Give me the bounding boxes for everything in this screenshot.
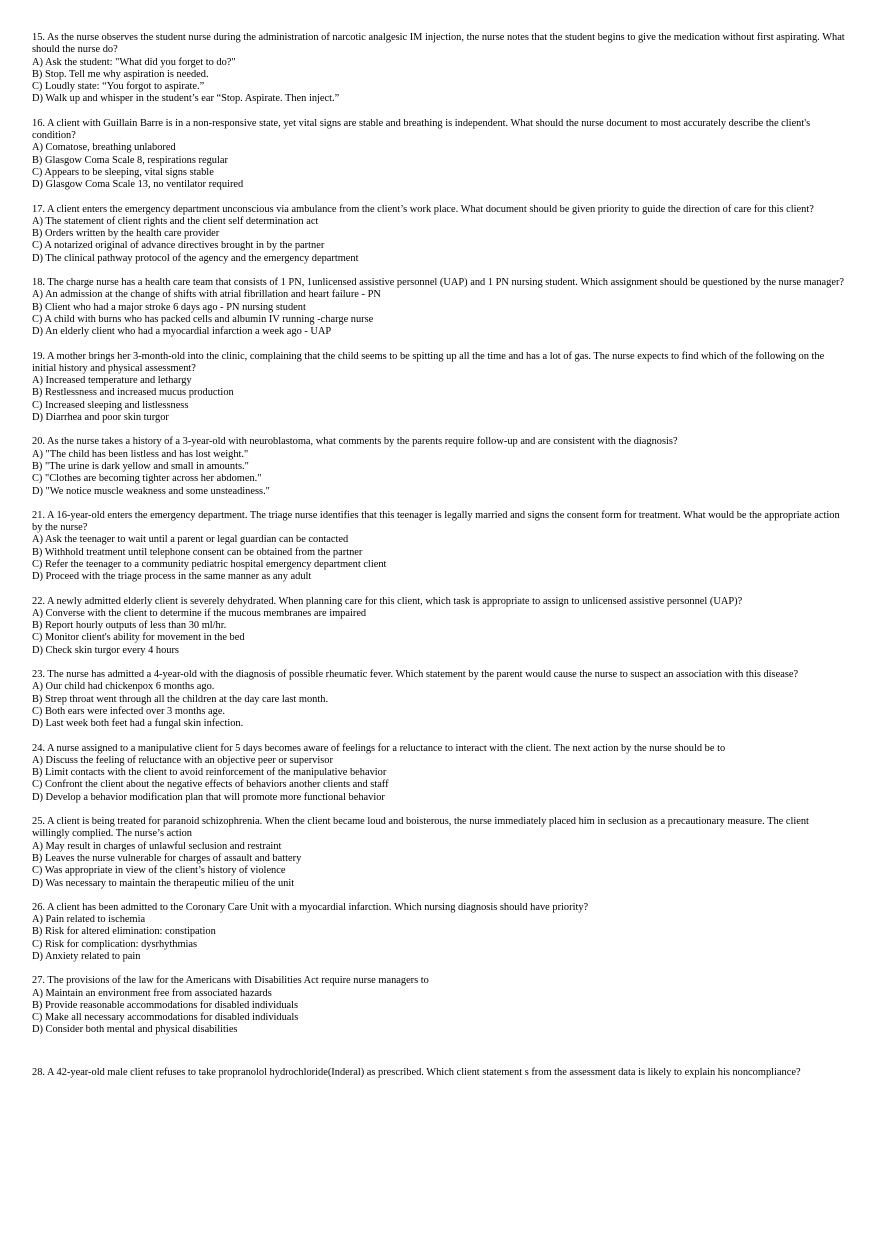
answer-option: B) Orders written by the health care provider <box>32 228 220 240</box>
question-19 <box>32 351 848 425</box>
answer-option: D) Check skin turgor every 4 hours <box>32 644 179 656</box>
answer-option: C) A child with burns who has packed cells and albumin IV running -charge nurse <box>32 313 374 325</box>
question-23 <box>32 669 848 730</box>
answer-option: B) Risk for altered elimination: constipation <box>32 926 216 938</box>
question-stem: 16. A client with Guillain Barre is in a non-responsive state, yet vital signs are stable and breathing is independent. What should the nurse document to most accurately describe the client's condition? <box>32 117 811 142</box>
answer-option: A) Increased temperature and lethargy <box>32 375 192 387</box>
answer-option: C) Make all necessary accommodations for disabled individuals <box>32 1012 299 1024</box>
answer-option: C) Was appropriate in view of the client’s history of violence <box>32 865 286 877</box>
answer-option: B) Withhold treatment until telephone consent can be obtained from the partner <box>32 546 363 558</box>
question-stem: 25. A client is being treated for paranoid schizophrenia. When the client became loud and boisterous, the nurse immediately placed him in seclusion as a precautionary measure. The client willingly complied. The nurse’s action <box>32 816 809 840</box>
answer-option: A) Pain related to ischemia <box>32 914 146 926</box>
question-stem: 21. A 16-year-old enters the emergency department. The triage nurse identifies that this teenager is legally married and signs the consent form for treatment. What would be the appropriate action by the nurse? <box>32 509 840 534</box>
answer-option: C) Monitor client's ability for movement in the bed <box>32 632 245 644</box>
question-16 <box>32 118 848 192</box>
answer-option: D) Consider both mental and physical disabilities <box>32 1024 238 1036</box>
question-stem: 27. The provisions of the law for the Americans with Disabilities Act require nurse managers to <box>32 975 429 987</box>
answer-option: D) Anxiety related to pain <box>32 951 141 962</box>
answer-option: D) Glasgow Coma Scale 13, no ventilator required <box>32 179 244 191</box>
question-20 <box>32 436 848 497</box>
question-stem: 22. A newly admitted elderly client is severely dehydrated. When planning care for this client, which task is appropriate to assign to unlicensed assistive personnel (UAP)? <box>32 595 743 607</box>
document-page <box>32 32 848 1091</box>
answer-option: C) A notarized original of advance directives brought in by the partner <box>32 240 325 252</box>
question-25 <box>32 816 848 890</box>
answer-option: A) Ask the teenager to wait until a parent or legal guardian can be contacted <box>32 534 349 546</box>
question-22 <box>32 596 848 657</box>
answer-option: D) Walk up and whisper in the student’s ear “Stop. Aspirate. Then inject.” <box>32 93 340 105</box>
answer-option: A) Converse with the client to determine if the mucous membranes are impaired <box>32 607 367 619</box>
answer-option: C) Increased sleeping and listlessness <box>32 399 189 411</box>
question-stem: 20. As the nurse takes a history of a 3-year-old with neuroblastoma, what comments by the parents require follow-up and are consistent with the diagnosis? <box>32 436 678 448</box>
answer-option: A) An admission at the change of shifts with atrial fibrillation and heart failure - PN <box>32 289 381 301</box>
question-stem: 23. The nurse has admitted a 4-year-old with the diagnosis of possible rheumatic fever. Which statement by the parent would cause the nurse to suspect an association with this disease? <box>32 669 799 681</box>
answer-option: C) Both ears were infected over 3 months age. <box>32 705 226 717</box>
question-21 <box>32 510 848 584</box>
answer-option: D) Proceed with the triage process in the same manner as any adult <box>32 571 312 583</box>
question-stem: 19. A mother brings her 3-month-old into the clinic, complaining that the child seems to be spitting up all the time and has a lot of gas. The nurse expects to find which of the following on the initial history and physical assessment? <box>32 350 825 374</box>
answer-option: D) The clinical pathway protocol of the agency and the emergency department <box>32 252 359 264</box>
answer-option: C) Loudly state: “You forgot to aspirate.” <box>32 81 205 93</box>
question-24 <box>32 743 848 804</box>
question-26 <box>32 902 848 963</box>
answer-option: A) The statement of client rights and the client self determination act <box>32 215 319 227</box>
answer-option: B) Stop. Tell me why aspiration is needed. <box>32 68 209 80</box>
question-15 <box>32 32 848 106</box>
answer-option: C) Risk for complication: dysrhythmias <box>32 938 198 950</box>
answer-option: A) Maintain an environment free from associated hazards <box>32 987 272 999</box>
question-stem: 28. A 42-year-old male client refuses to take propranolol hydrochloride(Inderal) as prescribed. Which client statement s from the assessment data is likely to explain his noncompliance? <box>32 1066 801 1078</box>
answer-option: D) "We notice muscle weakness and some unsteadiness." <box>32 485 270 497</box>
question-17 <box>32 204 848 265</box>
answer-option: C) Confront the client about the negative effects of behaviors another clients and staff <box>32 779 389 791</box>
answer-option: B) Strep throat went through all the children at the day care last month. <box>32 693 329 705</box>
answer-option: B) "The urine is dark yellow and small in amounts." <box>32 460 249 472</box>
question-stem: 26. A client has been admitted to the Coronary Care Unit with a myocardial infarction. Which nursing diagnosis should have priority? <box>32 901 589 913</box>
question-28 <box>32 1067 848 1079</box>
answer-option: D) Was necessary to maintain the therapeutic milieu of the unit <box>32 877 295 889</box>
answer-option: C) Appears to be sleeping, vital signs stable <box>32 166 214 178</box>
answer-option: A) Our child had chickenpox 6 months ago. <box>32 681 215 693</box>
answer-option: B) Limit contacts with the client to avoid reinforcement of the manipulative behavior <box>32 767 387 779</box>
answer-option: D) Diarrhea and poor skin turgor <box>32 412 169 424</box>
question-stem: 24. A nurse assigned to a manipulative client for 5 days becomes aware of feelings for a reluctance to interact with the client. The next action by the nurse should be to <box>32 742 726 754</box>
answer-option: D) Develop a behavior modification plan that will promote more functional behavior <box>32 791 385 803</box>
answer-option: A) "The child has been listless and has lost weight." <box>32 448 249 460</box>
answer-option: B) Client who had a major stroke 6 days ago - PN nursing student <box>32 301 306 313</box>
answer-option: A) Ask the student: "What did you forget to do?" <box>32 56 236 68</box>
answer-option: D) An elderly client who had a myocardial infarction a week ago - UAP <box>32 326 332 338</box>
answer-option: C) "Clothes are becoming tighter across her abdomen." <box>32 473 262 485</box>
answer-option: B) Glasgow Coma Scale 8, respirations regular <box>32 154 228 166</box>
answer-option: A) Discuss the feeling of reluctance with an objective peer or supervisor <box>32 754 333 766</box>
answer-option: D) Last week both feet had a fungal skin infection. <box>32 718 244 730</box>
question-18 <box>32 277 848 338</box>
answer-option: B) Report hourly outputs of less than 30 ml/hr. <box>32 620 227 632</box>
question-27 <box>32 975 848 1036</box>
answer-option: A) Comatose, breathing unlabored <box>32 142 176 154</box>
question-stem: 18. The charge nurse has a health care team that consists of 1 PN, 1unlicensed assistive personnel (UAP) and 1 PN nursing student. Which assignment should be questioned by the nurse manager? <box>32 277 845 289</box>
question-stem: 17. A client enters the emergency department unconscious via ambulance from the client’s work place. What document should be given priority to guide the direction of care for this client? <box>32 203 814 215</box>
answer-option: C) Refer the teenager to a community pediatric hospital emergency department client <box>32 558 387 570</box>
question-stem: 15. As the nurse observes the student nurse during the administration of narcotic analgesic IM injection, the nurse notes that the student begins to give the medication without first aspirating. What should the nurse do? <box>32 32 845 56</box>
answer-option: A) May result in charges of unlawful seclusion and restraint <box>32 840 282 852</box>
answer-option: B) Provide reasonable accommodations for disabled individuals <box>32 999 299 1011</box>
answer-option: B) Leaves the nurse vulnerable for charges of assault and battery <box>32 852 302 864</box>
answer-option: B) Restlessness and increased mucus production <box>32 387 234 399</box>
